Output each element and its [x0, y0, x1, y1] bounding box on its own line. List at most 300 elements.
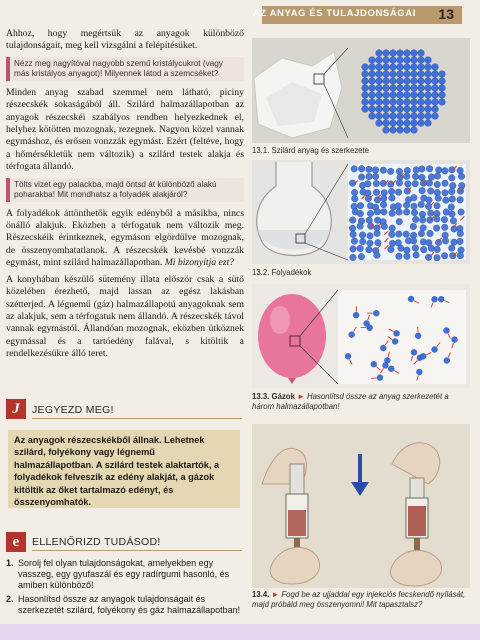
- solid-particle: [390, 85, 397, 92]
- liquid-particle: [395, 189, 402, 196]
- liquid-particle: [413, 252, 420, 259]
- solid-particle: [418, 85, 425, 92]
- liquid-particle: [442, 238, 449, 245]
- solid-particle: [432, 106, 439, 113]
- text-column: [6, 28, 244, 365]
- syringe-caption-number: 13.4.: [252, 590, 270, 599]
- plunger-right: [410, 478, 424, 498]
- solid-particle: [376, 78, 383, 85]
- liquid-particle: [410, 223, 417, 230]
- solid-particle: [383, 71, 390, 78]
- solid-particle: [383, 106, 390, 113]
- liquid-particle: [357, 223, 364, 230]
- gas-particle: [371, 361, 377, 367]
- liquid-particle: [451, 239, 458, 246]
- figure-solid: [252, 38, 470, 143]
- solid-particle: [383, 64, 390, 71]
- solid-particle: [418, 106, 425, 113]
- liquid-particle: [427, 188, 434, 195]
- liquid-particle: [434, 246, 441, 253]
- liquid-particle: [365, 195, 372, 202]
- syringe-particles-right: [408, 506, 426, 536]
- liquid-particle: [449, 182, 456, 189]
- liquid-particle: [387, 168, 394, 175]
- solid-particle: [418, 57, 425, 64]
- liquid-particle: [404, 253, 411, 260]
- solid-particle: [411, 50, 418, 57]
- solid-particle: [369, 78, 376, 85]
- liquid-particle: [434, 173, 441, 180]
- liquid-particle: [442, 167, 449, 174]
- gas-caption-number: 13.3. Gázok: [252, 392, 295, 401]
- liquid-particle: [351, 166, 358, 173]
- gas-particle: [432, 347, 438, 353]
- liquid-particle: [412, 173, 419, 180]
- solid-particle: [432, 85, 439, 92]
- gas-particle: [388, 366, 394, 372]
- liquid-particle: [396, 253, 403, 260]
- liquid-particle: [349, 225, 356, 232]
- gas-particle: [394, 330, 400, 336]
- solid-particle: [390, 92, 397, 99]
- liquid-particle: [388, 246, 395, 253]
- liquid-particle: [396, 168, 403, 175]
- solid-particle: [439, 71, 446, 78]
- gas-particle: [416, 369, 422, 375]
- solid-particle: [432, 64, 439, 71]
- liquid-particle: [426, 197, 433, 204]
- liquid-particle: [435, 239, 442, 246]
- liquid-particle: [458, 173, 465, 180]
- liquid-particle: [351, 238, 358, 245]
- liquid-particle: [375, 239, 382, 246]
- solid-particle: [411, 120, 418, 127]
- syringe-particles-left: [288, 510, 306, 536]
- solid-particle: [397, 113, 404, 120]
- liquid-particle: [435, 195, 442, 202]
- gas-particle: [373, 310, 379, 316]
- liquid-particle: [365, 180, 372, 187]
- motion-arrow: [371, 378, 376, 379]
- solid-particle: [404, 106, 411, 113]
- liquid-particle: [366, 246, 373, 253]
- gas-particle: [438, 296, 444, 302]
- syringe-tip-right: [414, 538, 420, 552]
- liquid-particle: [367, 210, 374, 217]
- liquid-particle: [457, 167, 464, 174]
- item-number: 1.: [6, 558, 14, 568]
- solid-particle: [404, 71, 411, 78]
- solid-particle: [418, 50, 425, 57]
- liquid-particle: [366, 173, 373, 180]
- liquid-particle: [428, 245, 435, 252]
- liquid-particle: [374, 252, 381, 259]
- solid-particle: [411, 127, 418, 134]
- solid-particle: [383, 92, 390, 99]
- liquid-particle: [434, 181, 441, 188]
- solid-particle: [404, 120, 411, 127]
- gas-particle: [452, 337, 458, 343]
- item-text: Sorolj fel olyan tulajdonságokat, amelyekben egy vasszeg, egy gyufaszál és egy radírgumi hasonló, és amiben különböző!: [18, 558, 230, 590]
- solid-particle: [439, 92, 446, 99]
- liquid-particle: [358, 174, 365, 181]
- liquid-particle: [350, 246, 357, 253]
- solid-particle: [383, 127, 390, 134]
- question-list: [6, 558, 244, 619]
- solid-particle: [376, 113, 383, 120]
- solid-particle: [404, 57, 411, 64]
- liquid-particle: [425, 203, 432, 210]
- jegyezd-rule: [32, 418, 242, 419]
- solid-particle: [411, 99, 418, 106]
- liquid-particle: [381, 209, 388, 216]
- gas-particle: [382, 362, 388, 368]
- solid-particle: [404, 85, 411, 92]
- liquid-particle: [420, 246, 427, 253]
- solid-particle: [397, 64, 404, 71]
- liquid-particle: [374, 230, 381, 237]
- solid-particle: [404, 78, 411, 85]
- solid-particle: [397, 71, 404, 78]
- solid-particle: [425, 106, 432, 113]
- liquid-particle: [427, 230, 434, 237]
- liquid-particle: [457, 252, 464, 259]
- solid-particle: [383, 78, 390, 85]
- solid-particle: [425, 99, 432, 106]
- solid-particle: [369, 113, 376, 120]
- solid-particle: [397, 120, 404, 127]
- gas-zoom-panel: [338, 290, 466, 384]
- liquid-particle: [381, 223, 388, 230]
- gas-paragraph: A konyhában készülő sütemény illata először csak a sütő közelében érezhető, majd lassan az egész lakásban szétterjed. A légnemű (gáz) halmazállapotú anyagoknak sem az alakjuk, sem a térfogatuk nem állandó. A részecskék távol vannak egymástól. Állandóan mozognak, eközben ütköznek egymással és a tartóedény falával, s kitöltik a rendelkezésükre álló teret.: [6, 273, 244, 360]
- gas-caption-text: Hasonlítsd össze az anyag szerkezetét a három halmazállapotban!: [252, 392, 449, 411]
- liquid-paragraph: [6, 208, 244, 270]
- solid-particle: [432, 92, 439, 99]
- liquid-particle: [389, 240, 396, 247]
- liquid-particle: [448, 188, 455, 195]
- liquid-particle: [398, 245, 405, 252]
- solid-particle: [432, 113, 439, 120]
- solid-particle: [390, 120, 397, 127]
- liquid-particle: [367, 233, 374, 240]
- solid-particle: [390, 99, 397, 106]
- solid-particle: [376, 92, 383, 99]
- solid-particle: [425, 113, 432, 120]
- solid-particle: [376, 57, 383, 64]
- solid-particle: [418, 64, 425, 71]
- liquid-particle: [412, 180, 419, 187]
- liquid-particle: [419, 174, 426, 181]
- solid-paragraph: Minden anyag szabad szemmel nem látható, piciny részecskék sokaságából áll. Szilárd halmazállapotban az anyagok részecskéi szabályos rendben helyezkednek el, helyhez kötötten mozognak, rezegnek. Nagyon közel vannak egymáshoz, és erősen vonzzák egymást. Ezért (feltéve, hogy a hőmérsékletük nem változik) a szilárd testek alakja és térfogata állandó.: [6, 86, 244, 173]
- solid-particle: [376, 99, 383, 106]
- solid-particle: [362, 78, 369, 85]
- liquid-particle: [357, 210, 364, 217]
- liquid-particle: [359, 238, 366, 245]
- liquid-particle: [373, 189, 380, 196]
- solid-particle: [390, 113, 397, 120]
- liquid-particle: [387, 181, 394, 188]
- solid-particle: [411, 113, 418, 120]
- liquid-particle: [441, 216, 448, 223]
- solid-particle: [390, 78, 397, 85]
- liquid-particle: [367, 240, 374, 247]
- solid-particle: [418, 120, 425, 127]
- solid-particle: [425, 57, 432, 64]
- solid-particle: [397, 106, 404, 113]
- solid-particle: [376, 71, 383, 78]
- solid-particle: [390, 64, 397, 71]
- solid-particle: [376, 64, 383, 71]
- ellenorizd-rule: [32, 550, 242, 551]
- solid-particle: [439, 85, 446, 92]
- solid-particle: [376, 106, 383, 113]
- solid-particle: [362, 85, 369, 92]
- solid-particle: [397, 127, 404, 134]
- liquid-particle: [404, 247, 411, 254]
- solid-particle: [376, 50, 383, 57]
- solid-particle: [425, 92, 432, 99]
- bottom-overlay-strip: [0, 624, 480, 640]
- solid-particle: [397, 50, 404, 57]
- caption-arrow-icon: ►: [297, 392, 305, 401]
- liquid-particle: [434, 216, 441, 223]
- solid-particle: [404, 64, 411, 71]
- liquid-particle: [419, 217, 426, 224]
- solid-particle: [404, 50, 411, 57]
- liquid-particle: [435, 167, 442, 174]
- solid-particle: [369, 92, 376, 99]
- figure-syringe: [252, 424, 470, 588]
- solid-particle: [425, 64, 432, 71]
- liquid-particle: [448, 245, 455, 252]
- syringe-caption-text: Fogd be az ujjaddal egy injekciós fecskendő nyílását, majd próbáld meg összenyomni! Mit tapasztalsz?: [252, 590, 466, 609]
- liquid-particle: [410, 238, 417, 245]
- liquid-particle: [434, 254, 441, 261]
- liquid-particle: [443, 197, 450, 204]
- liquid-particle: [434, 202, 441, 209]
- gas-particle: [420, 353, 426, 359]
- solid-particle: [425, 85, 432, 92]
- solid-particle: [411, 85, 418, 92]
- liquid-particle: [405, 181, 412, 188]
- solid-particle: [397, 78, 404, 85]
- page-number: 13: [438, 6, 454, 22]
- plunger-left: [290, 464, 304, 494]
- liquid-particle: [357, 202, 364, 209]
- solid-particle: [383, 50, 390, 57]
- liquid-particle: [380, 195, 387, 202]
- gas-particle: [367, 325, 373, 331]
- liquid-particle: [420, 225, 427, 232]
- liquid-particle: [457, 196, 464, 203]
- gas-particle: [349, 332, 355, 338]
- liquid-particle: [389, 210, 396, 217]
- liquid-particle: [350, 231, 357, 238]
- solid-particle: [362, 106, 369, 113]
- gas-particle: [353, 312, 359, 318]
- solid-particle: [418, 78, 425, 85]
- liquid-particle: [442, 189, 449, 196]
- liquid-particle: [358, 253, 365, 260]
- ellenorizd-heading: ELLENŐRIZD TUDÁSOD!: [32, 536, 161, 548]
- gas-particle: [443, 327, 449, 333]
- solid-particle: [369, 64, 376, 71]
- solid-particle: [411, 92, 418, 99]
- gas-particle: [411, 349, 417, 355]
- liquid-particle: [448, 175, 455, 182]
- solid-particle: [418, 113, 425, 120]
- gas-particle: [415, 333, 421, 339]
- solid-particle: [369, 71, 376, 78]
- liquid-particle: [357, 245, 364, 252]
- figure-liquid: [252, 160, 470, 264]
- gas-particle: [432, 296, 438, 302]
- figure-solid-caption: 13.1. Szilárd anyag és szerkezete: [252, 146, 370, 155]
- solid-particle: [390, 106, 397, 113]
- solid-particle: [369, 106, 376, 113]
- liquid-particle: [380, 167, 387, 174]
- list-item: [6, 594, 244, 616]
- gas-particle: [408, 296, 414, 302]
- intro-paragraph: Ahhoz, hogy megértsük az anyagok különböző tulajdonságait, meg kell vizsgálni a felépítésüket.: [6, 28, 244, 52]
- liquid-particle: [358, 165, 365, 172]
- liquid-particle: [380, 201, 387, 208]
- liquid-particle: [388, 188, 395, 195]
- liquid-particle: [395, 203, 402, 210]
- solid-particle: [425, 71, 432, 78]
- gas-particle: [380, 345, 386, 351]
- solid-particle: [383, 120, 390, 127]
- liquid-text: A folyadékok áttönthetők egyik edényből a másikba, nincs önálló alakjuk. Eközben a térfogatuk nem változik meg. Részecskéik érintkeznek, egymáson elgördülve mozognak, de összenyomhatatlanok. A részecskék kevésbé vonzzák egymást, mint szilárd halmazállapotban.: [6, 207, 244, 269]
- solid-particle: [397, 92, 404, 99]
- liquid-particle: [441, 224, 448, 231]
- question-box-2: Tölts vizet egy palackba, majd öntsd át különböző alakú poharakba! Mit mondhatsz a folyadék alakjáról?: [6, 178, 244, 202]
- gas-particle: [444, 358, 450, 364]
- solid-particle: [369, 57, 376, 64]
- solid-particle: [383, 85, 390, 92]
- solid-particle: [390, 57, 397, 64]
- liquid-particle: [396, 218, 403, 225]
- liquid-particle: [351, 189, 358, 196]
- solid-particle: [411, 57, 418, 64]
- solid-particle: [369, 99, 376, 106]
- liquid-particle: [389, 225, 396, 232]
- liquid-particle: [449, 167, 456, 174]
- liquid-particle: [349, 217, 356, 224]
- gas-particle: [345, 353, 351, 359]
- solid-particle: [425, 78, 432, 85]
- solid-particle: [432, 99, 439, 106]
- solid-particle: [376, 85, 383, 92]
- summary-box: Az anyagok részecskékből állnak. Lehetnek szilárd, folyékony vagy légnemű halmazállapotban. A szilárd testek alaktartók, a folyadékok felveszik az edény alakját, a gázok kitöltik az őket tartalmazó edényt, és összenyomhatók.: [8, 430, 240, 508]
- solid-particle: [411, 106, 418, 113]
- solid-particle: [397, 99, 404, 106]
- liquid-particle: [412, 216, 419, 223]
- liquid-particle: [351, 195, 358, 202]
- solid-particle: [404, 127, 411, 134]
- solid-particle: [432, 78, 439, 85]
- question-box-1: Nézz meg nagyítóval nagyobb szemű kristálycukrot (vagy más kristályos anyagot)! Milyennek látod a szemcséket?: [6, 57, 244, 81]
- figure-gas-caption: [252, 392, 470, 411]
- solid-particle: [390, 71, 397, 78]
- item-number: 2.: [6, 594, 14, 604]
- solid-particle: [404, 99, 411, 106]
- figure-liquid-caption: 13.2. Folyadékok: [252, 268, 312, 277]
- figure-syringe-caption: [252, 590, 470, 609]
- gas-particle: [377, 375, 383, 381]
- jegyezd-heading: JEGYEZD MEG!: [32, 404, 114, 416]
- liquid-particle: [396, 180, 403, 187]
- liquid-particle: [403, 209, 410, 216]
- solid-particle: [411, 78, 418, 85]
- liquid-particle: [428, 174, 435, 181]
- liquid-particle: [366, 166, 373, 173]
- header-title: AZ ANYAG ÉS TULAJDONSÁGAI: [252, 8, 416, 19]
- solid-particle: [418, 71, 425, 78]
- liquid-particle: [366, 217, 373, 224]
- liquid-particle: [389, 195, 396, 202]
- solid-particle: [418, 92, 425, 99]
- solid-particle: [404, 92, 411, 99]
- liquid-particle: [433, 225, 440, 232]
- solid-particle: [397, 85, 404, 92]
- liquid-particle: [396, 231, 403, 238]
- liquid-particle: [403, 231, 410, 238]
- liquid-particle: [350, 254, 357, 261]
- gas-particle: [392, 338, 398, 344]
- solid-particle: [411, 64, 418, 71]
- liquid-particle: [372, 173, 379, 180]
- caption-arrow-icon: ►: [271, 590, 280, 599]
- list-item: [6, 558, 244, 591]
- solid-particle: [390, 50, 397, 57]
- liquid-particle: [418, 201, 425, 208]
- liquid-particle: [373, 180, 380, 187]
- solid-particle: [397, 57, 404, 64]
- liquid-particle: [403, 202, 410, 209]
- page-header: [0, 0, 480, 30]
- solid-particle: [439, 78, 446, 85]
- balloon-highlight: [270, 306, 290, 334]
- solid-particle: [383, 57, 390, 64]
- liquid-particle: [449, 196, 456, 203]
- liquid-particle: [450, 218, 457, 225]
- liquid-particle: [374, 208, 381, 215]
- figure-gas: [252, 284, 470, 388]
- liquid-particle: [396, 209, 403, 216]
- solid-particle: [418, 99, 425, 106]
- liquid-particle: [427, 210, 434, 217]
- liquid-particle: [412, 245, 419, 252]
- solid-particle: [439, 99, 446, 106]
- solid-particle: [404, 113, 411, 120]
- liquid-particle: [411, 194, 418, 201]
- liquid-particle: [359, 232, 366, 239]
- solid-particle: [362, 71, 369, 78]
- liquid-particle: [426, 165, 433, 172]
- liquid-particle: [404, 167, 411, 174]
- solid-particle: [383, 113, 390, 120]
- liquid-particle: [411, 203, 418, 210]
- liquid-particle: [458, 209, 465, 216]
- solid-particle: [425, 120, 432, 127]
- solid-particle: [362, 99, 369, 106]
- liquid-question: Mi bizonyítja ezt?: [164, 257, 235, 269]
- solid-particle: [362, 92, 369, 99]
- liquid-particle: [426, 180, 433, 187]
- ellenorizd-badge: e: [6, 532, 26, 552]
- liquid-particle: [418, 230, 425, 237]
